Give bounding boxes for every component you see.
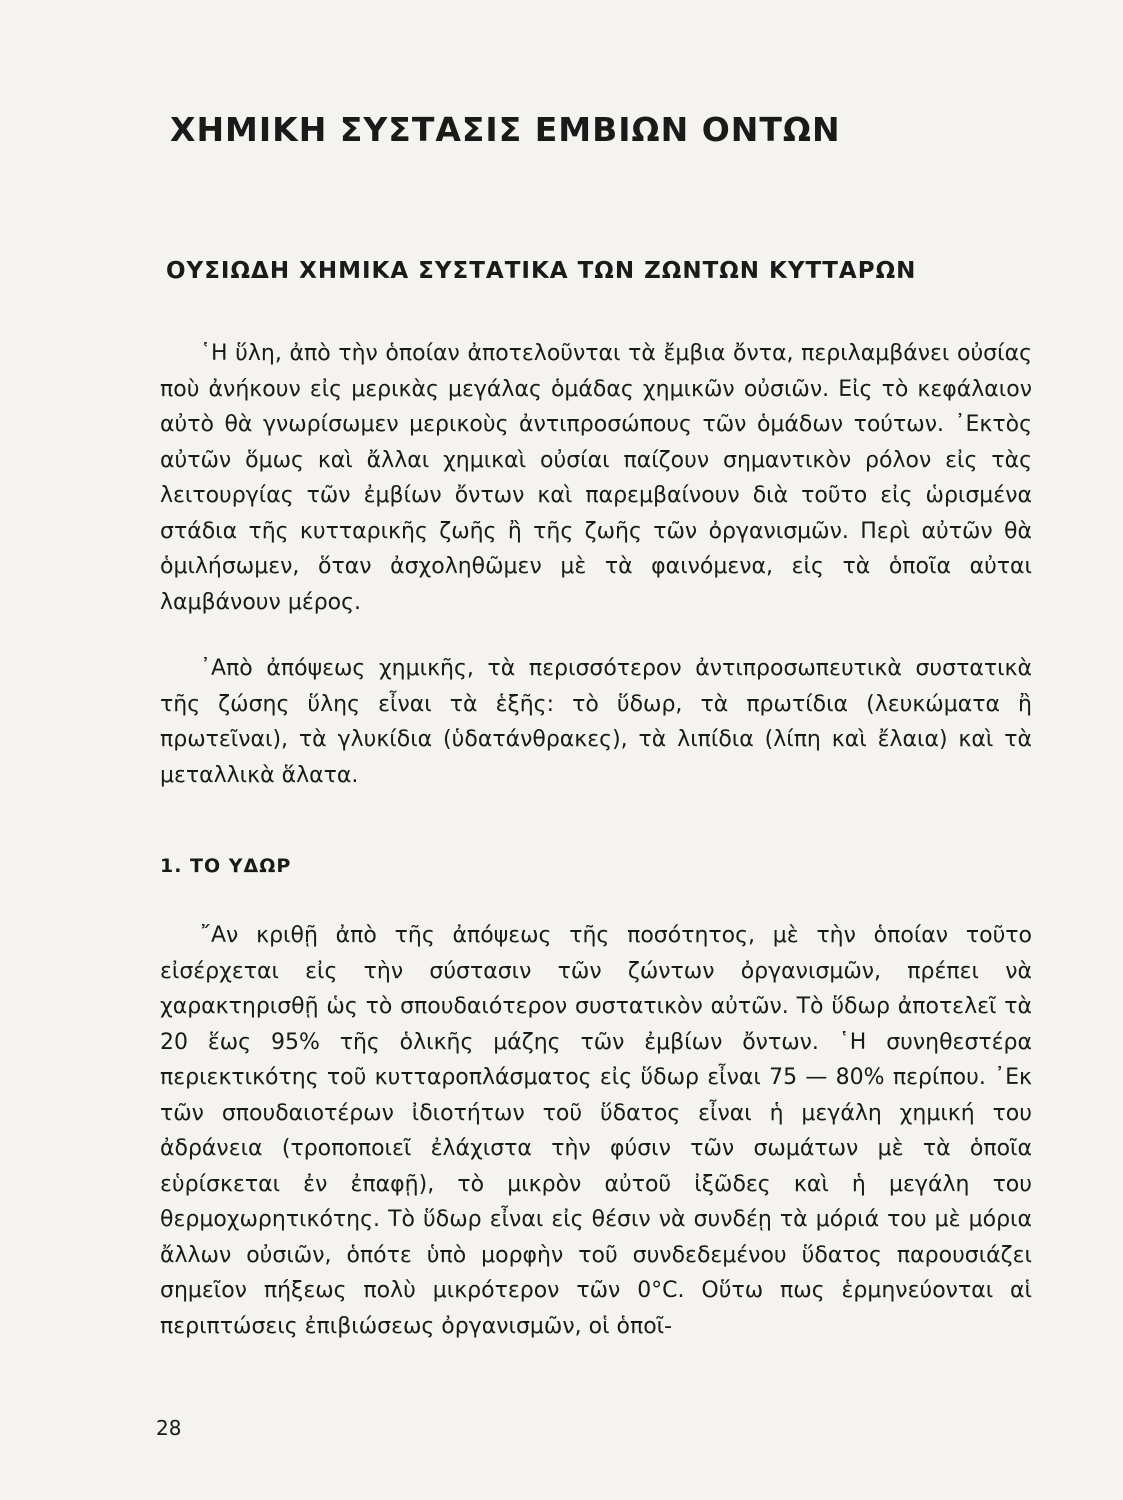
intro-paragraph-2: ᾿Απὸ ἀπόψεως χημικῆς, τὰ περισσότερον ἀντιπροσωπευτικὰ συστατικὰ τῆς ζώσης ὕλης εἶναι τὰ ἑξῆς: τὸ ὕδωρ, τὰ πρωτίδια (λευκώματα ἢ πρωτεῖναι), τὰ γλυκίδια (ὑδατάνθρακες), τὰ λιπίδια (λίπη καὶ ἔλαια) καὶ τὰ μεταλλικὰ ἅλατα. [160, 656, 1032, 788]
chapter-title: ΧΗΜΙΚΗ ΣΥΣΤΑΣΙΣ ΕΜΒΙΩΝ ΟΝΤΩΝ [170, 110, 841, 149]
page-number: 28 [156, 1416, 182, 1440]
water-section-heading: 1. ΤΟ ΥΔΩΡ [160, 855, 292, 877]
water-section-paragraph: ῎Αν κριθῇ ἀπὸ τῆς ἀπόψεως τῆς ποσότητος, μὲ τὴν ὁποίαν τοῦτο εἰσέρχεται εἰς τὴν σύστασιν τῶν ζώντων ὀργανισμῶν, πρέπει νὰ χαρακτηρισθῇ ὡς τὸ σπουδαιότερον συστατικὸν αὐτῶν. Τὸ ὕδωρ ἀποτελεῖ τὰ 20 ἕως 95% τῆς ὁλικῆς μάζης τῶν ἐμβίων ὄντων. ῾Η συνηθεστέρα περιεκτικότης τοῦ κυτταροπλάσματος εἰς ὕδωρ εἶναι 75 — 80% περίπου. ᾿Εκ τῶν σπουδαιοτέρων ἰδιοτήτων τοῦ ὕδατος εἶναι ἡ μεγάλη χημική του ἀδράνεια (τροποποιεῖ ἐλάχιστα τὴν φύσιν τῶν σωμάτων μὲ τὰ ὁποῖα εὑρίσκεται ἐν ἐπαφῇ), τὸ μικρὸν αὐτοῦ ἰξῶδες καὶ ἡ μεγάλη του θερμοχωρητικότης. Τὸ ὕδωρ εἶναι εἰς θέσιν νὰ συνδέῃ τὰ μόριά του μὲ μόρια ἄλλων οὐσιῶν, ὁπότε ὑπὸ μορφὴν τοῦ συνδεδεμένου ὕδατος παρουσιάζει σημεῖον πήξεως πολὺ μικρότερον τῶν 0°C. Οὕτω πως ἑρμηνεύονται αἱ περιπτώσεις ἐπιβιώσεως ὀργανισμῶν, οἱ ὁποῖ- [160, 923, 1032, 1339]
section-subtitle: ΟΥΣΙΩΔΗ ΧΗΜΙΚΑ ΣΥΣΤΑΤΙΚΑ ΤΩΝ ΖΩΝΤΩΝ ΚΥΤΤΑΡΩΝ [166, 258, 917, 284]
intro-paragraph-1: ῾Η ὕλη, ἀπὸ τὴν ὁποίαν ἀποτελοῦνται τὰ ἔμβια ὄντα, περιλαμβάνει οὐσίας ποὺ ἀνήκουν εἰς μερικὰς μεγάλας ὁμάδας χημικῶν οὐσιῶν. Εἰς τὸ κεφάλαιον αὐτὸ θὰ γνωρίσωμεν μερικοὺς ἀντιπροσώπους τῶν ὁμάδων τούτων. ᾿Εκτὸς αὐτῶν ὅμως καὶ ἄλλαι χημικαὶ οὐσίαι παίζουν σημαντικὸν ρόλον εἰς τὰς λειτουργίας τῶν ἐμβίων ὄντων καὶ παρεμβαίνουν διὰ τοῦτο εἰς ὡρισμένα στάδια τῆς κυτταρικῆς ζωῆς ἢ τῆς ζωῆς τῶν ὀργανισμῶν. Περὶ αὐτῶν θὰ ὁμιλήσωμεν, ὅταν ἀσχοληθῶμεν μὲ τὰ φαινόμενα, εἰς τὰ ὁποῖα αὐται λαμβάνουν μέρος. [160, 341, 1032, 615]
